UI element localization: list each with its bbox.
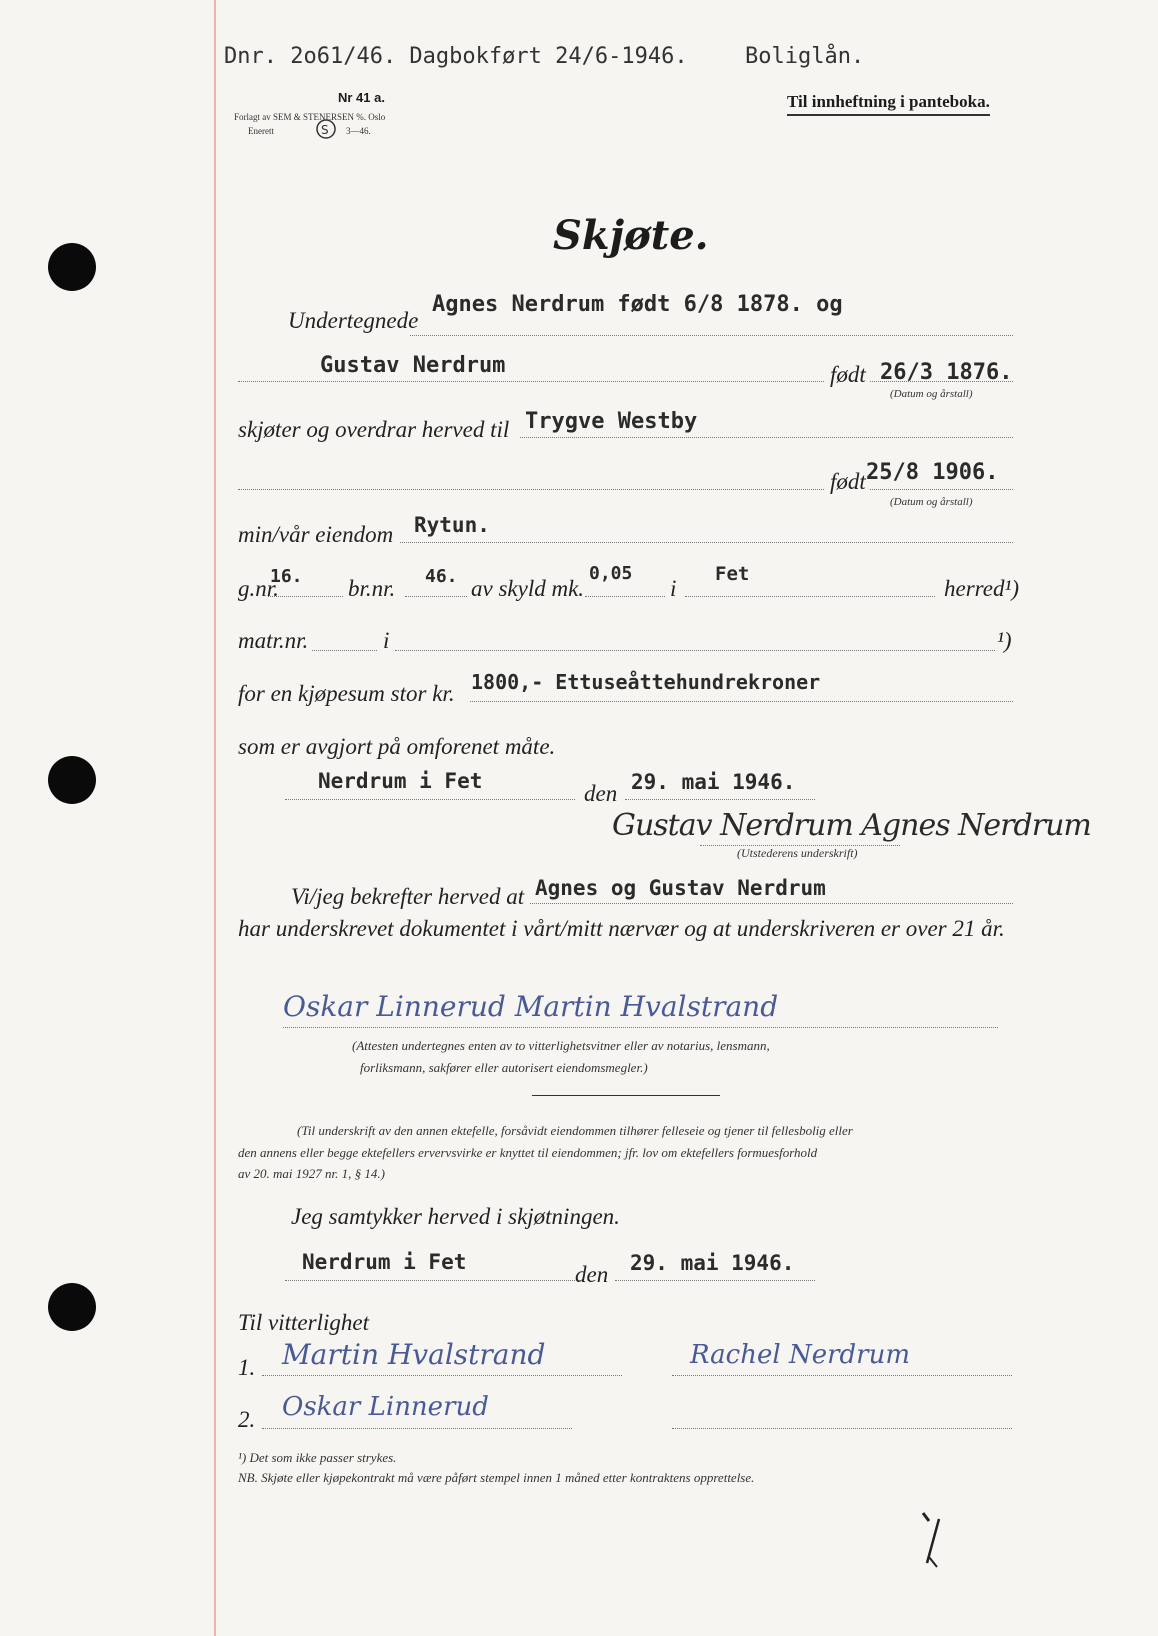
field-line bbox=[285, 799, 575, 800]
seller-line-1: Agnes Nerdrum født 6/8 1878. og bbox=[432, 292, 843, 317]
witness-label: Til vitterlighet bbox=[238, 1310, 369, 1335]
consent-place: Nerdrum i Fet bbox=[302, 1250, 467, 1274]
spouse-note-1: (Til underskrift av den annen ektefelle, forsåvidt eiendommen tilhører felleseie og tjener til fellesbolig eller bbox=[297, 1123, 853, 1138]
municipality: Fet bbox=[715, 563, 750, 585]
footnote-1: ¹) Det som ikke passer strykes. bbox=[238, 1450, 397, 1465]
issuer-label: (Utstederens underskrift) bbox=[737, 846, 858, 860]
field-line bbox=[262, 1375, 622, 1376]
date-hint: (Datum og årstall) bbox=[890, 388, 973, 400]
skyld-value: 0,05 bbox=[589, 563, 633, 584]
consent-den-label: den bbox=[575, 1262, 609, 1287]
category-label: Boliglån. bbox=[745, 44, 865, 69]
field-line bbox=[238, 489, 824, 490]
born-label-2: født bbox=[830, 469, 866, 494]
witness-1-extra-signature: Rachel Nerdrum bbox=[690, 1340, 910, 1370]
punch-hole bbox=[48, 1283, 96, 1331]
publisher-line: Forlagt av SEM & STENERSEN %. Oslo bbox=[234, 112, 386, 122]
attest-note-1: (Attesten undertegnes enten av to vitterlighetsvitner eller av notarius, lensmann, bbox=[352, 1038, 770, 1053]
field-line bbox=[410, 335, 1013, 336]
i-label: i bbox=[670, 576, 677, 601]
herred-label: herred¹) bbox=[944, 576, 1020, 601]
field-line bbox=[283, 1027, 998, 1028]
field-line bbox=[672, 1428, 1012, 1429]
issuer-signatures: Gustav Nerdrum Agnes Nerdrum bbox=[612, 808, 1091, 843]
field-line bbox=[312, 650, 377, 651]
field-line bbox=[625, 799, 815, 800]
field-line bbox=[870, 489, 1013, 490]
publisher-year: 3—46. bbox=[346, 126, 371, 136]
date-value: 29. mai 1946. bbox=[631, 770, 796, 794]
matr-i-label: i bbox=[383, 628, 390, 653]
bnr-value: 46. bbox=[425, 566, 458, 587]
gnr-value: 16. bbox=[270, 566, 303, 587]
field-line bbox=[268, 596, 343, 597]
seller-birth: 26/3 1876. bbox=[880, 360, 1013, 385]
binding-note: Til innheftning i panteboka. bbox=[787, 92, 990, 116]
settled-label: som er avgjort på omforenet måte. bbox=[238, 734, 556, 759]
punch-hole bbox=[48, 243, 96, 291]
born-label: født bbox=[830, 362, 866, 387]
matr-label: matr.nr. bbox=[238, 628, 309, 653]
field-line bbox=[405, 596, 467, 597]
confirm-label: Vi/jeg bekrefter herved at bbox=[291, 884, 525, 909]
property-name: Rytun. bbox=[414, 513, 490, 537]
bnr-label: br.nr. bbox=[348, 576, 396, 601]
svg-text:S: S bbox=[321, 123, 329, 137]
field-line bbox=[285, 1280, 575, 1281]
consent-date: 29. mai 1946. bbox=[630, 1251, 795, 1275]
margin-line bbox=[214, 0, 216, 1636]
skyld-label: av skyld mk. bbox=[471, 576, 585, 601]
field-line bbox=[585, 596, 665, 597]
field-line bbox=[870, 381, 1013, 382]
transfer-label: skjøter og overdrar herved til bbox=[238, 417, 510, 442]
attest-note-2: forliksmann, sakfører eller autorisert eiendomsmegler.) bbox=[360, 1060, 648, 1075]
field-line bbox=[520, 437, 1013, 438]
spouse-note-2: den annens eller begge ektefellers ervervsvirke er knyttet til eiendommen; jfr. lov om ektefellers formuesforhold bbox=[238, 1145, 818, 1160]
undersigned-label: Undertegnede bbox=[288, 308, 419, 333]
place-value: Nerdrum i Fet bbox=[318, 769, 483, 793]
field-line bbox=[262, 1428, 572, 1429]
divider bbox=[532, 1095, 720, 1096]
seller-line-2: Gustav Nerdrum bbox=[320, 353, 506, 378]
buyer-name: Trygve Westby bbox=[525, 409, 698, 434]
publisher-enerett: Enerett bbox=[248, 126, 274, 136]
handwritten-mark-icon bbox=[905, 1505, 955, 1575]
field-line bbox=[395, 650, 995, 651]
consent-label: Jeg samtykker herved i skjøtningen. bbox=[291, 1204, 620, 1229]
field-line bbox=[672, 1375, 1012, 1376]
field-line bbox=[238, 381, 824, 382]
witness-2-number: 2. bbox=[238, 1407, 256, 1432]
price-value: 1800,- Ettuseåttehundrekroner bbox=[471, 670, 821, 694]
witness-2-signature: Oskar Linnerud bbox=[282, 1392, 489, 1422]
journal-line: Dnr. 2o61/46. Dagbokført 24/6-1946. bbox=[224, 44, 688, 69]
publisher-logo-icon bbox=[315, 118, 337, 140]
spouse-note-3: av 20. mai 1927 nr. 1, § 14.) bbox=[238, 1166, 385, 1181]
property-label: min/vår eiendom bbox=[238, 522, 394, 547]
buyer-birth: 25/8 1906. bbox=[866, 460, 999, 485]
witness-1-signature: Martin Hvalstrand bbox=[282, 1338, 546, 1371]
confirm-names: Agnes og Gustav Nerdrum bbox=[535, 876, 826, 900]
witness-signatures: Oskar Linnerud Martin Hvalstrand bbox=[283, 990, 779, 1023]
document-title: Skjøte. bbox=[553, 212, 709, 259]
date-hint-2: (Datum og årstall) bbox=[890, 496, 973, 508]
den-label: den bbox=[584, 781, 618, 806]
price-label: for en kjøpesum stor kr. bbox=[238, 681, 455, 706]
footnote-2: NB. Skjøte eller kjøpekontrakt må være påført stempel innen 1 måned etter kontraktens opprettelse. bbox=[238, 1470, 755, 1485]
field-line bbox=[615, 1280, 815, 1281]
footnote-mark: ¹) bbox=[997, 628, 1012, 653]
field-line bbox=[400, 542, 1013, 543]
form-number: Nr 41 a. bbox=[338, 90, 385, 105]
punch-hole bbox=[48, 756, 96, 804]
field-line bbox=[530, 903, 1013, 904]
field-line bbox=[685, 596, 935, 597]
gnr-label: g.nr. bbox=[238, 576, 279, 601]
field-line bbox=[470, 701, 1013, 702]
confirm-text: har underskrevet dokumentet i vårt/mitt nærvær og at underskriveren er over 21 år. bbox=[238, 916, 1005, 941]
witness-1-number: 1. bbox=[238, 1355, 256, 1380]
